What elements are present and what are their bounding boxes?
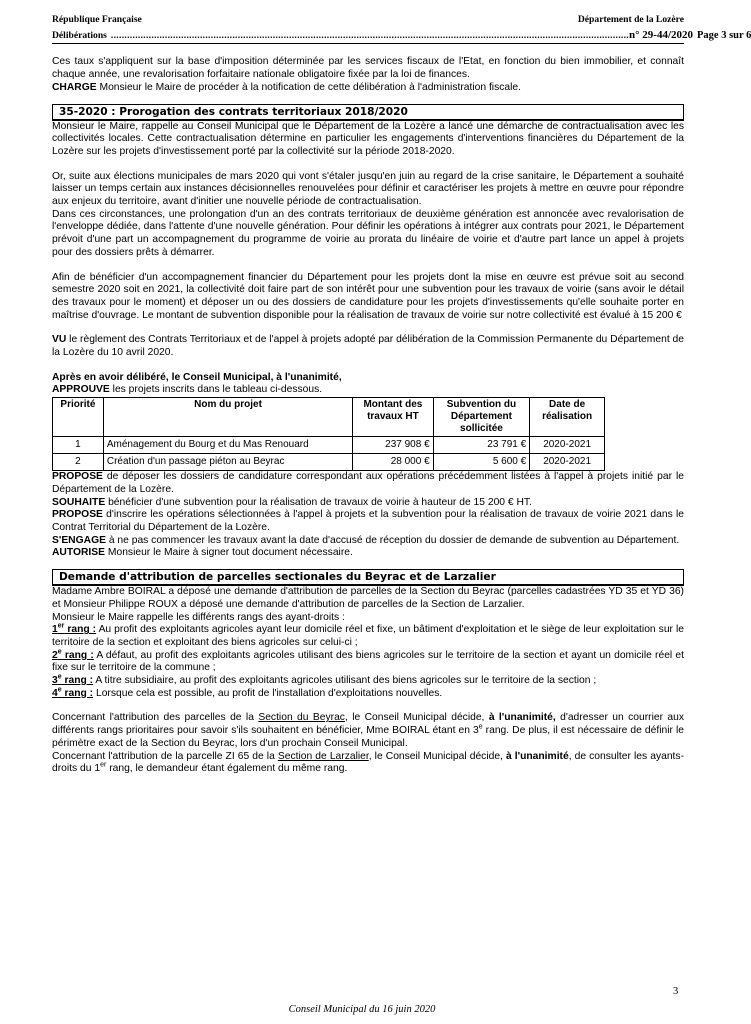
keyword-autorise: AUTORISE	[52, 547, 106, 559]
section1-propose-1	[52, 471, 684, 496]
vu-text: le règlement des Contrats Territoriaux et de l'appel à projets adopté par délibération de la Commission Permanente du Département de la Lozère du 10 avril 2020.	[52, 334, 684, 359]
section1-souhaite	[52, 497, 684, 510]
keyword-engage: S'ENGAGE	[52, 534, 106, 546]
table-header-row	[53, 398, 605, 437]
beyrac-text-b: , le Conseil Municipal décide,	[344, 712, 489, 724]
section1-propose-2	[52, 509, 684, 534]
rang-4	[52, 688, 684, 701]
rang-1-sup: er	[57, 622, 65, 630]
section2-paragraph-2: Monsieur le Maire rappelle les différents rangs des ayant-droits :	[52, 611, 345, 623]
rang-4-label	[52, 688, 93, 699]
keyword-vu: VU	[52, 334, 67, 346]
section-larzalier-link: Section de Larzalier	[277, 750, 369, 762]
autorise-text: Monsieur le Maire à signer tout document nécessaire.	[105, 547, 353, 559]
section1-engage	[52, 535, 684, 548]
rang-4-number: 4	[52, 687, 58, 699]
cell-subvention: 5 600 €	[433, 454, 530, 471]
cell-nom-projet: Aménagement du Bourg et du Mas Renouard	[103, 437, 352, 454]
cell-priorite: 1	[53, 437, 104, 454]
col-montant: Montant des travaux HT	[353, 398, 433, 437]
keyword-approuve: APPROUVE	[52, 384, 110, 396]
section-title-contrats: 35-2020 : Prorogation des contrats territoriaux 2018/2020	[52, 104, 684, 121]
rang-3-number: 3	[52, 675, 58, 687]
beyrac-text-d: rang. De plus, il est nécessaire de définir le périmètre exact de la Section du Beyrac, lors d'un prochain Conseil Municipal.	[52, 725, 685, 749]
cell-montant: 28 000 €	[353, 454, 433, 471]
cell-subvention: 23 791 €	[433, 437, 530, 454]
keyword-propose: PROPOSE	[52, 509, 103, 521]
rang-3-sup: e	[57, 673, 62, 681]
section1-paragraph-2: Or, suite aux élections municipales de mars 2020 qui vont s'étaler jusqu'en juin au regard de la crise sanitaire, le Département a souhaité laisser un temps certain aux instances décisionnelles renouvelées pour définir et caractériser les projets à mettre en œuvre pour répondre aux enjeux du territoire, avant d'initier une nouvelle période de contractualisation.	[52, 170, 684, 208]
section2-larzalier-decision	[52, 751, 684, 776]
rang-3-text: A titre subsidiaire, au profit des exploitants agricoles utilisant des biens agricoles sur le territoire de la section ;	[93, 675, 597, 687]
header-deliberations: Délibérations	[52, 29, 107, 41]
beyrac-sup: e	[478, 723, 483, 731]
beyrac-text-a: Concernant l'attribution des parcelles de la	[52, 712, 259, 724]
rang-2-sup: e	[57, 648, 62, 656]
section1-after-deliberation	[52, 372, 684, 385]
rang-4-word: rang :	[61, 687, 94, 699]
souhaite-text: bénéficier d'une subvention pour la réalisation de travaux de voirie à hauteur de 15 200 € HT.	[105, 496, 532, 508]
section1-approuve	[52, 384, 684, 397]
cell-montant: 237 908 €	[353, 437, 433, 454]
rang-1-text: Au profit des exploitants agricoles ayant leur domicile réel et fixe, un bâtiment d'exploitation et le siège de leur exploitation sur le territoire de la section et exploitant des biens agricoles sur celui-ci ;	[52, 624, 684, 648]
beyrac-text-c: d'adresser un courrier aux différents rangs prioritaires pour savoir s'ils souhaitent en bénéficier, Mme BOIRAL étant en 3	[52, 712, 685, 737]
table-row	[53, 437, 605, 454]
section2-paragraph-1: Madame Ambre BOIRAL a déposé une demande d'attribution de parcelles de la Section du Beyrac (parcelles cadastrées YD 35 et YD 36) et Monsieur Philippe ROUX a déposé une demande d'attribution de parcelles de la Section de Larzalier.	[52, 586, 684, 610]
rang-1-number: 1	[52, 624, 58, 636]
rang-4-text: Lorsque cela est possible, au profit de l'installation d'exploitations nouvelles.	[93, 687, 443, 699]
header-page: Page 3 sur 6	[697, 29, 751, 41]
propose-text: d'inscrire les opérations sélectionnées à l'appel à projets et la subvention pour la réalisation de travaux de voirie 2021 dans le Contrat Territorial du Département de la Lozère.	[52, 509, 684, 533]
after-deliberation-text: Après en avoir délibéré, le Conseil Municipal, à l'unanimité,	[52, 371, 342, 383]
projects-table	[52, 397, 605, 471]
page-header	[52, 14, 751, 44]
larzalier-text-d: rang, le demandeur étant également du même rang.	[106, 763, 348, 775]
rang-2-text: A défaut, au profit des exploitants agricoles utilisant des biens agricoles sur le territoire de la section et ayant un domicile réel et fixe sur le territoire de la commune ;	[52, 649, 684, 674]
section2-beyrac-decision	[52, 712, 684, 750]
larzalier-text-c: , de consulter les ayants-droits du 1	[52, 750, 684, 775]
document-page	[52, 14, 751, 776]
rang-1-word: rang :	[64, 624, 97, 636]
rang-2-label	[52, 650, 94, 661]
larzalier-text-a: Concernant l'attribution de la parcelle ZI 65 de la	[52, 750, 278, 762]
keyword-charge: CHARGE	[52, 81, 97, 93]
section1-paragraph-4: Afin de bénéficier d'un accompagnement financier du Département pour les projets dont la mise en œuvre est prévue soit au second semestre 2020 soit en 2021, la collectivité doit faire part de son intérêt pour une subvention pour les travaux de voirie (sans avoir le détail des travaux pour le moment) et déposer un ou des dossiers de candidature pour les projets d'investissements qu'elle souhaite porter en maîtrise d'ouvrage. Le montant de subvention disponible pour la réalisation de travaux de voirie sur notre collectivité est évalué à 15 200 €	[52, 271, 684, 321]
rang-3-label	[52, 675, 93, 686]
larzalier-sup: er	[100, 761, 107, 769]
header-departement: Département de la Lozère	[577, 14, 684, 25]
col-date: Date de réalisation	[530, 398, 605, 437]
rang-1	[52, 624, 684, 649]
section1-paragraph-1: Monsieur le Maire, rappelle au Conseil Municipal que le Département de la Lozère a lancé une démarche de contractualisation avec les collectivités locales. Cette contractualisation détermine en particulier les engagements d'interventions financières du Département de la Lozère sur les projets d'investissement porté par la collectivité sur la période 2018-2020.	[52, 120, 684, 157]
keyword-propose: PROPOSE	[52, 471, 103, 483]
page-number: 3	[673, 986, 679, 997]
section-title-parcelles: Demande d'attribution de parcelles sectionales du Beyrac et de Larzalier	[52, 569, 684, 586]
rang-4-sup: e	[57, 686, 62, 694]
cell-date: 2020-2021	[530, 437, 605, 454]
propose-text: de déposer les dossiers de candidature correspondant aux opérations précédemment listées à l'appel à projets initié par le Département de la Lozère.	[52, 471, 684, 495]
intro-charge	[52, 82, 684, 95]
rang-2	[52, 650, 684, 675]
cell-nom-projet: Création d'un passage piéton au Beyrac	[103, 454, 352, 471]
header-dots: ................................................................................................................................................................................................	[110, 29, 630, 41]
approuve-text: les projets inscrits dans le tableau ci-dessous.	[109, 384, 323, 396]
header-republique: République Française	[52, 14, 142, 25]
charge-text: Monsieur le Maire de procéder à la notification de cette délibération à l'administration fiscale.	[96, 81, 521, 93]
cell-date: 2020-2021	[530, 454, 605, 471]
col-nom-projet: Nom du projet	[103, 398, 352, 437]
table-row	[53, 454, 605, 471]
rang-1-label	[52, 624, 96, 635]
rang-2-number: 2	[52, 649, 58, 661]
page-footer: Conseil Municipal du 16 juin 2020	[288, 1004, 436, 1015]
intro-paragraph: Ces taux s'appliquent sur la base d'imposition déterminée par les services fiscaux de l'Etat, en fonction du bien immobilier, et connaît chaque année, une revalorisation forfaitaire nationale obligatoire fixée par la loi de finances.	[52, 56, 684, 81]
section1-vu	[52, 334, 684, 359]
section1-autorise	[52, 547, 684, 560]
col-subvention: Subvention du Département sollicitée	[433, 398, 530, 437]
cell-priorite: 2	[53, 454, 104, 471]
larzalier-unanimite: à l'unanimité	[505, 750, 569, 762]
rang-3-word: rang :	[61, 675, 94, 687]
beyrac-unanimite: à l'unanimité,	[488, 712, 556, 724]
rang-2-word: rang :	[61, 649, 94, 661]
section-beyrac-link: Section du Beyrac	[258, 712, 345, 724]
header-number: n° 29-44/2020	[629, 28, 694, 41]
keyword-souhaite: SOUHAITE	[52, 496, 106, 508]
rang-3	[52, 675, 684, 688]
larzalier-text-b: , le Conseil Municipal décide,	[368, 750, 506, 762]
col-priorite: Priorité	[53, 398, 104, 437]
section1-paragraph-3: Dans ces circonstances, une prolongation d'un an des contrats territoriaux de deuxième génération est annoncée avec revalorisation de l'enveloppe dédiée, dans l'attente d'une nouvelle génération. Pour définir les opérations à intégrer aux contrats pour 2021, le Département prévoit d'une part un accompagnement du programme de voirie au prorata du linéaire de voirie et d'autre part lance un appel à projets pour des dossiers prêts à démarrer.	[52, 208, 684, 258]
engage-text: à ne pas commencer les travaux avant la date d'accusé de réception du dossier de demande de subvention au Département.	[105, 534, 680, 546]
